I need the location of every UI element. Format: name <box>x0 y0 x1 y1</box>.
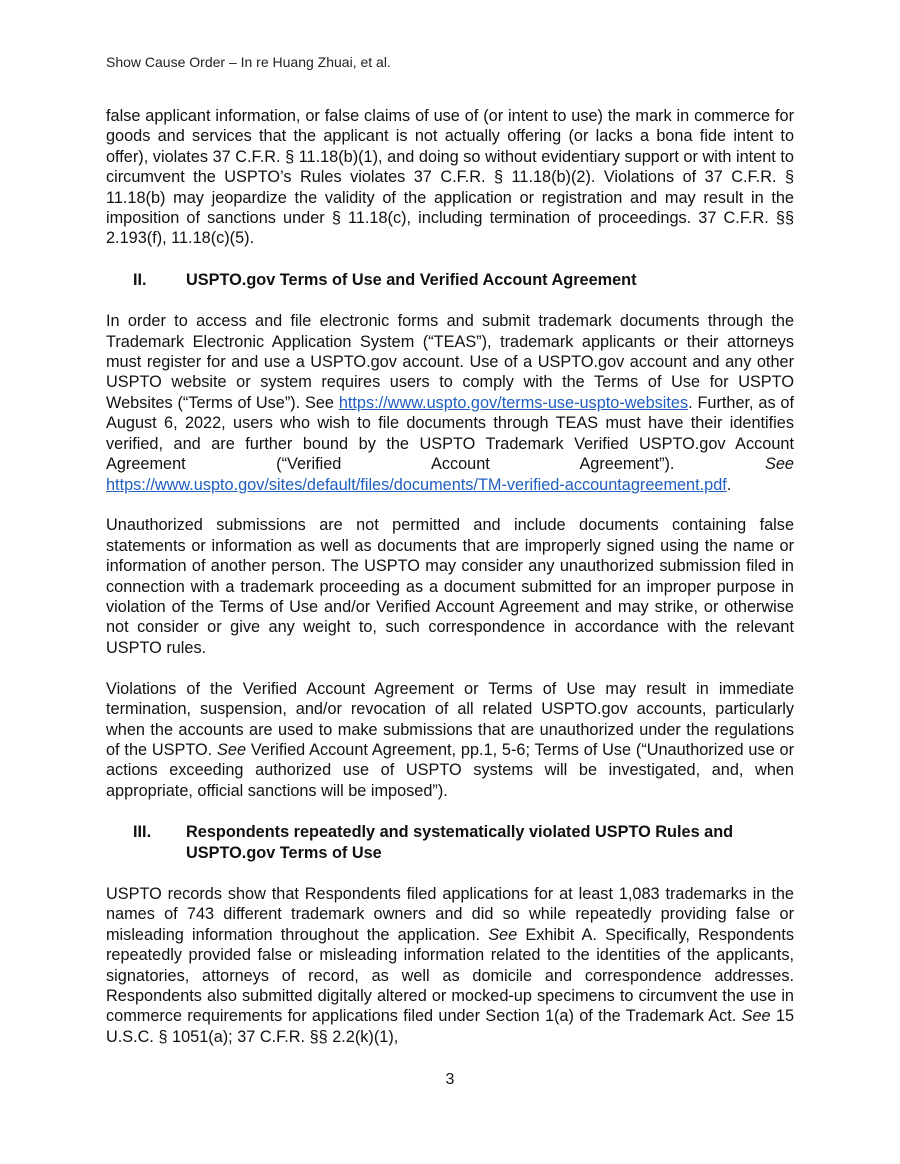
page-number: 3 <box>445 1071 455 1088</box>
citation-signal: See <box>765 455 794 474</box>
paragraph-continuation: false applicant information, or false claims of use of (or intent to use) the mark in commerce for goods and services that the applicant is not actually offering (or lacks a bona fide intent to offer), violates 37 C.F.R. § 11.18(b)(1), and doing so without evidentiary support or with intent to circumvent the USPTO’s Rules violates 37 C.F.R. § 11.18(b)(2). Violations of 37 C.F.R. § 11.18(b) may jeopardize the validity of the application or registration and may result in the imposition of sanctions under § 11.18(c), including termination of proceedings. 37 C.F.R. §§ 2.193(f), 11.18(c)(5). <box>106 107 794 248</box>
citation-signal: See <box>488 925 518 944</box>
section-title: Respondents repeatedly and systematically violated USPTO Rules and USPTO.gov Terms of Use <box>186 823 734 862</box>
text-run: USPTO records show that Respondents filed applications for at least 1,083 trademarks in the names of 743 different trademark owners and did so while repeatedly providing false or misleading information throughout the application. <box>106 885 794 944</box>
paragraph-unauthorized-submissions: Unauthorized submissions are not permitted and include documents containing false statements or information as well as documents that are improperly signed using the name or information of another person. The USPTO may consider any unauthorized submission filed in connection with a trademark proceeding as a document submitted for an improper purpose in violation of the Terms of Use and/or Verified Account Agreement and may strike, or otherwise not consider or give any weight to, such correspondence in accordance with the relevant USPTO rules. <box>106 516 794 657</box>
text-run: Violations of the Verified Account Agreement or Terms of Use may result in immediate termination, suspension, and/or revocation of all related USPTO.gov accounts, particularly when the accounts are used to make submissions that are unauthorized under the regulations of the USPTO. <box>106 679 794 759</box>
terms-of-use-link[interactable]: https://www.uspto.gov/terms-use-uspto-websites <box>338 393 689 412</box>
body-text <box>106 106 794 1047</box>
text-run: In order to access and file electronic forms and submit trademark documents through the Trademark Electronic Application System (“TEAS”), trademark applicants or their attorneys must register for and use a USPTO.gov account. Use of a USPTO.gov account and any other USPTO website or system requires users to comply with the Terms of Use for USPTO Websites (“Terms of Use”). See <box>106 312 794 412</box>
text-run: Verified Account Agreement, pp.1, 5-6; Terms of Use (“Unauthorized use or actions exceeding authorized use of USPTO systems will be investigated, and, when appropriate, official sanctions will be imposed”). <box>106 740 794 800</box>
text-run: . Further, as of August 6, 2022, users who wish to file documents through TEAS must have their identifies verified, and are further bound by the USPTO Trademark Verified USPTO.gov Account Agreement (“Verified Account Agreement”). <box>106 393 794 474</box>
text-run: Exhibit A. Specifically, Respondents repeatedly provided false or misleading information related to the identities of the applicants, signatories, attorneys of record, as well as domicile and correspondence addresses. Respondents also submitted digitally altered or mocked-up specimens to circumvent the use in commerce requirements for applications filed under Section 1(a) of the Trademark Act. <box>106 925 794 1026</box>
section-heading-ii <box>106 270 794 290</box>
text-run: 15 U.S.C. § 1051(a); 37 C.F.R. §§ 2.2(k)(1), <box>106 1007 794 1046</box>
section-number: II. <box>133 270 147 289</box>
text-run: . <box>726 475 732 494</box>
paragraph-terms-of-use <box>106 311 794 495</box>
citation-signal: See <box>217 740 247 759</box>
section-title: USPTO.gov Terms of Use and Verified Account Agreement <box>186 270 637 289</box>
section-number: III. <box>133 823 152 842</box>
running-header: Show Cause Order – In re Huang Zhuai, et al. <box>106 54 391 70</box>
paragraph-violations <box>106 679 794 801</box>
section-heading-iii <box>106 822 794 863</box>
verified-account-agreement-link[interactable]: https://www.uspto.gov/sites/default/files/documents/TM-verified-accountagreement.pdf <box>106 475 727 494</box>
paragraph-uspto-records <box>106 884 794 1047</box>
citation-signal: See <box>741 1007 771 1026</box>
